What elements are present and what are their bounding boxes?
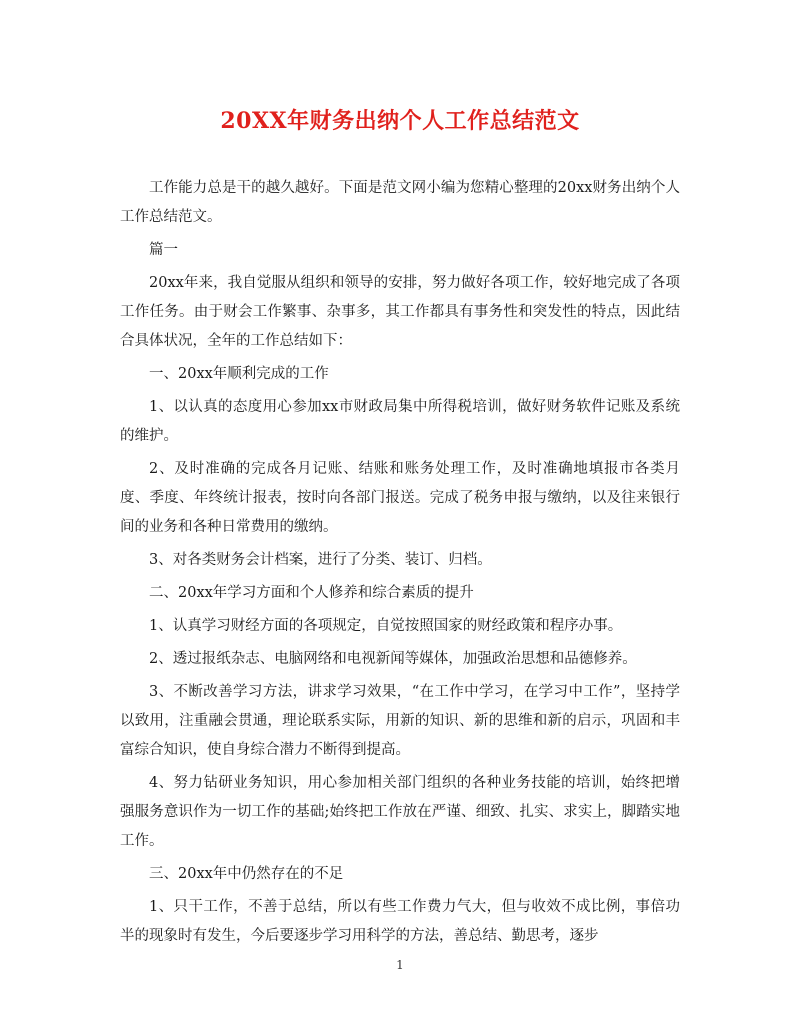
page-number: 1 (396, 958, 404, 972)
list-item-skills: 4、努力钻研业务知识，用心参加相关部门组织的各种业务技能的培训，始终把增强服务意识作为一切工作的基础;始终把工作放在严谨、细致、扎实、求实上，脚踏实地工作。 (120, 775, 680, 849)
list-item-training: 1、以认真的态度用心参加xx市财政局集中所得税培训，做好财务软件记账及系统的维护。 (120, 399, 680, 444)
document-body (120, 174, 680, 955)
list-item-archives: 3、对各类财务会计档案，进行了分类、装订、归档。 (149, 552, 492, 568)
section-label-part-one: 篇一 (149, 242, 178, 258)
section-heading-learning: 二、20xx年学习方面和个人修养和综合素质的提升 (149, 585, 474, 601)
list-item-bookkeeping: 2、及时准确的完成各月记账、结账和账务处理工作，及时准确地填报市各类月度、季度、年终统计报表，按时向各部门报送。完成了税务申报与缴纳，以及往来银行间的业务和各种日常费用的缴纳。 (120, 461, 680, 535)
list-item-media: 2、透过报纸杂志、电脑网络和电视新闻等媒体，加强政治思想和品德修养。 (149, 651, 637, 667)
list-item-methods: 3、不断改善学习方法，讲求学习效果，“在工作中学习，在学习中工作”，坚持学以致用，注重融会贯通，理论联系实际，用新的知识、新的思维和新的启示，巩固和丰富综合知识，使自身综合潜力不断得到提高。 (120, 684, 680, 758)
section-heading-completed-work: 一、20xx年顺利完成的工作 (149, 366, 329, 382)
list-item-summarizing: 1、只干工作，不善于总结，所以有些工作费力气大，但与收效不成比例，事倍功半的现象时有发生，今后要逐步学习用科学的方法，善总结、勤思考，逐步 (120, 899, 680, 944)
paragraph-overview: 20xx年来，我自觉服从组织和领导的安排，努力做好各项工作，较好地完成了各项工作任务。由于财会工作繁事、杂事多，其工作都具有事务性和突发性的特点，因此结合具体状况，全年的工作总结如下： (120, 275, 680, 349)
document-title: 20XX年财务出纳个人工作总结范文 (220, 108, 580, 134)
section-heading-shortcomings: 三、20xx年中仍然存在的不足 (149, 866, 344, 882)
list-item-regulations: 1、认真学习财经方面的各项规定，自觉按照国家的财经政策和程序办事。 (149, 618, 623, 634)
paragraph-intro: 工作能力总是干的越久越好。下面是范文网小编为您精心整理的20xx财务出纳个人工作总结范文。 (120, 180, 680, 225)
